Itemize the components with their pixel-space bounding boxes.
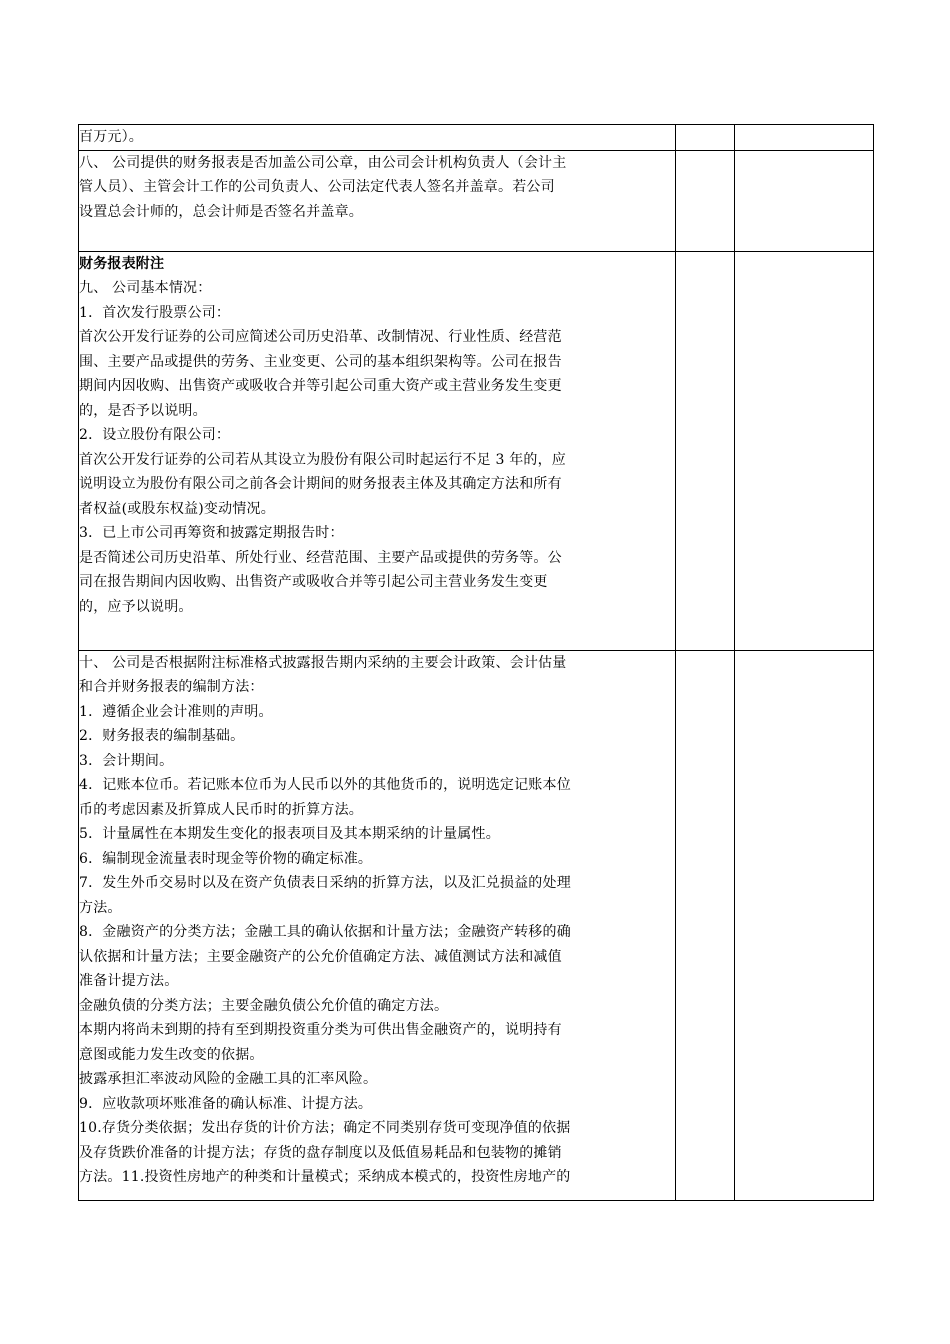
checklist-row <box>79 251 874 650</box>
remark-cell[interactable] <box>735 125 874 151</box>
checklist-body <box>79 125 874 1201</box>
text-line: 3．会计期间。 <box>79 752 174 769</box>
text-line: 10.存货分类依据；发出存货的计价方法；确定不同类别存货可变现净值的依据 <box>79 1120 571 1136</box>
check-cell[interactable] <box>676 150 735 251</box>
text-line: 2．设立股份有限公司： <box>79 427 231 443</box>
text-line: 十、 公司是否根据附注标准格式披露报告期内采纳的主要会计政策、会计估量 <box>79 654 567 671</box>
text-line: 5．计量属性在本期发生变化的报表项目及其本期采纳的计量属性。 <box>79 826 500 842</box>
text-line: 7．发生外币交易时以及在资产负债表日采纳的折算方法，以及汇兑损益的处理 <box>79 875 571 891</box>
text-line: 币的考虑因素及折算成人民币时的折算方法。 <box>79 801 363 818</box>
checklist-row <box>79 125 874 151</box>
text-line: 百万元）。 <box>79 129 143 145</box>
text-line: 说明设立为股份有限公司之前各会计期间的财务报表主体及其确定方法和所有 <box>79 476 562 492</box>
text-line: 首次公开发行证券的公司应简述公司历史沿革、改制情况、行业性质、经营范 <box>79 329 562 345</box>
text-line: 准备计提方法。 <box>79 973 179 989</box>
check-cell[interactable] <box>676 125 735 151</box>
remark-cell[interactable] <box>735 650 874 1200</box>
text-line: 首次公开发行证券的公司若从其设立为股份有限公司时起运行不足 3 年的，应 <box>79 451 567 468</box>
remark-cell[interactable] <box>735 150 874 251</box>
text-line: 4．记账本位币。若记账本位币为人民币以外的其他货币的，说明选定记账本位 <box>79 777 571 793</box>
row-content-cell <box>79 150 676 251</box>
text-line: 意图或能力发生改变的依据。 <box>79 1046 264 1063</box>
text-line: 金融负债的分类方法；主要金融负债公允价值的确定方法。 <box>79 997 449 1014</box>
checklist-table <box>78 124 874 1201</box>
text-line: 1．遵循企业会计准则的声明。 <box>79 703 273 720</box>
text-line: 认依据和计量方法；主要金融资产的公允价值确定方法、减值测试方法和减值 <box>79 948 562 965</box>
text-line: 2．财务报表的编制基础。 <box>79 728 245 744</box>
row-content-cell <box>79 251 676 650</box>
checklist-row <box>79 650 874 1200</box>
checklist-row <box>79 150 874 251</box>
text-line: 期间内因收购、出售资产或吸收合并等引起公司重大资产或主营业务发生变更 <box>79 378 562 394</box>
text-line: 6．编制现金流量表时现金等价物的确定标准。 <box>79 850 373 867</box>
text-line: 8．金融资产的分类方法；金融工具的确认依据和计量方法；金融资产转移的确 <box>79 924 571 940</box>
check-cell[interactable] <box>676 650 735 1200</box>
check-cell[interactable] <box>676 251 735 650</box>
text-line: 和合并财务报表的编制方法： <box>79 679 264 695</box>
text-line: 九、 公司基本情况： <box>79 280 212 296</box>
text-line: 披露承担汇率波动风险的金融工具的汇率风险。 <box>79 1071 378 1087</box>
text-line: 的，是否予以说明。 <box>79 402 207 419</box>
text-line: 3．已上市公司再筹资和披露定期报告时： <box>79 525 344 541</box>
text-line: 是否简述公司历史沿革、所处行业、经营范围、主要产品或提供的劳务等。公 <box>79 549 562 566</box>
row-content-cell <box>79 650 676 1200</box>
text-line: 管人员）、主管会计工作的公司负责人、公司法定代表人签名并盖章。若公司 <box>79 179 555 195</box>
text-line: 1．首次发行股票公司： <box>79 304 231 321</box>
row-content-cell <box>79 125 676 151</box>
text-line: 八、 公司提供的财务报表是否加盖公司公章，由公司会计机构负责人（会计主 <box>79 154 567 171</box>
text-line: 方法。 <box>79 899 122 916</box>
text-line: 的，应予以说明。 <box>79 598 193 615</box>
remark-cell[interactable] <box>735 251 874 650</box>
text-line: 本期内将尚未到期的持有至到期投资重分类为可供出售金融资产的，说明持有 <box>79 1022 562 1038</box>
text-line: 及存货跌价准备的计提方法；存货的盘存制度以及低值易耗品和包装物的摊销 <box>79 1144 562 1161</box>
text-line: 者权益(或股东权益)变动情况。 <box>79 500 275 517</box>
text-line: 方法。11.投资性房地产的种类和计量模式；采纳成本模式的，投资性房地产的 <box>79 1169 571 1185</box>
text-line: 围、主要产品或提供的劳务、主业变更、公司的基本组织架构等。公司在报告 <box>79 353 562 370</box>
text-line: 9．应收款项坏账准备的确认标准、计提方法。 <box>79 1095 373 1112</box>
section-heading: 财务报表附注 <box>79 255 165 272</box>
text-line: 司在报告期间内因收购、出售资产或吸收合并等引起公司主营业务发生变更 <box>79 574 548 590</box>
text-line: 设置总会计师的，总会计师是否签名并盖章。 <box>79 203 363 220</box>
